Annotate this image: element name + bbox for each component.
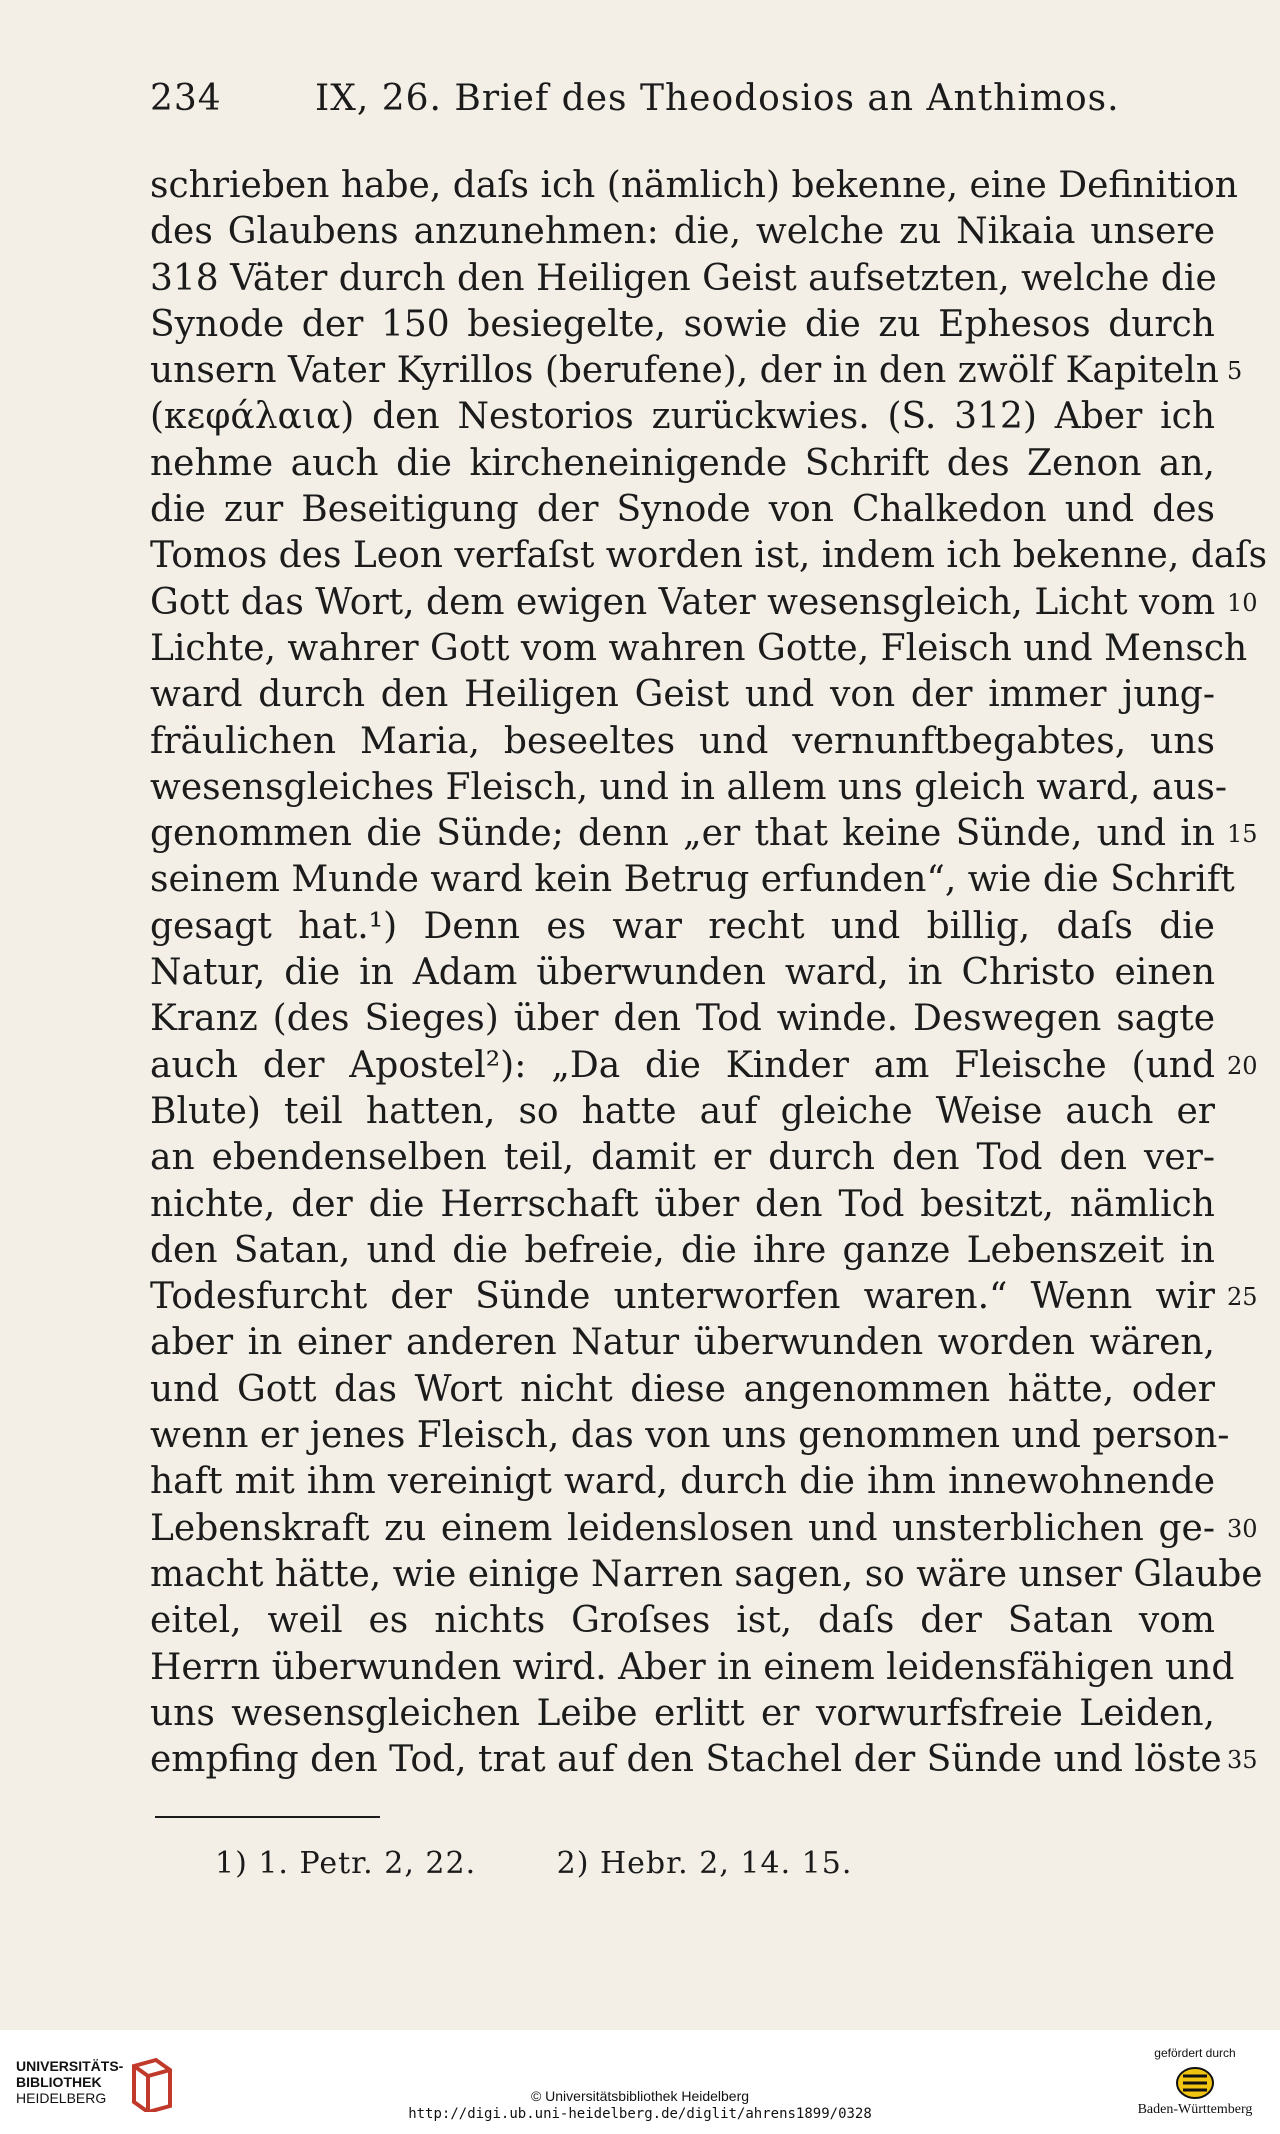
text-line-content: gesagt hat.¹) Denn es war recht und billig, daſs die bbox=[150, 905, 1215, 947]
text-line bbox=[150, 996, 1215, 1042]
text-line bbox=[150, 441, 1215, 487]
text-line bbox=[150, 1320, 1215, 1366]
text-line bbox=[150, 256, 1215, 302]
text-line bbox=[150, 857, 1235, 903]
text-line-content: empfing den Tod, trat auf den Stachel der Sünde und löste bbox=[150, 1739, 1222, 1781]
library-name: UNIVERSITÄTS- BIBLIOTHEK HEIDELBERG bbox=[16, 2058, 124, 2106]
text-line bbox=[150, 580, 1258, 626]
text-line-content: genommen die Sünde; denn „er that keine Sünde, und in bbox=[150, 813, 1215, 855]
footnote-2: 2) Hebr. 2, 14. 15. bbox=[556, 1846, 853, 1881]
text-line-content: Synode der 150 besiegelte, sowie die zu Ephesos durch bbox=[150, 303, 1215, 345]
text-line bbox=[150, 533, 1268, 579]
line-number: 20 bbox=[1227, 1051, 1258, 1080]
running-header bbox=[150, 78, 1120, 128]
state-crest-icon bbox=[1175, 2066, 1215, 2100]
text-line-content: schrieben habe, daſs ich (nämlich) bekenne, eine Definition bbox=[150, 165, 1238, 206]
text-line-content: fräulichen Maria, beseeltes und vernunftbegabtes, uns bbox=[150, 720, 1215, 762]
footnote-divider bbox=[155, 1816, 380, 1818]
page-number: 234 bbox=[150, 78, 222, 119]
line-number: 25 bbox=[1227, 1283, 1258, 1312]
running-title: IX, 26. Brief des Theodosios an Anthimos. bbox=[315, 78, 1120, 119]
text-line bbox=[150, 302, 1215, 348]
text-line-content: nichte, der die Herrschaft über den Tod besitzt, nämlich bbox=[150, 1183, 1215, 1225]
text-line-content: Blute) teil hatten, so hatte auf gleiche Weise auch er bbox=[150, 1090, 1215, 1132]
text-line-content: und Gott das Wort nicht diese angenommen hätte, oder bbox=[150, 1368, 1215, 1410]
text-line bbox=[150, 394, 1215, 440]
text-line-content: wesensgleiches Fleisch, und in allem uns gleich ward, aus- bbox=[150, 766, 1228, 808]
text-line bbox=[150, 163, 1238, 209]
sponsor-block bbox=[1120, 2046, 1270, 2118]
text-line bbox=[150, 1367, 1215, 1413]
line-number: 30 bbox=[1227, 1514, 1258, 1543]
text-line-content: wenn er jenes Fleisch, das von uns genommen und person- bbox=[150, 1415, 1230, 1457]
text-line-content: Gott das Wort, dem ewigen Vater wesensgleich, Licht vom bbox=[150, 581, 1216, 623]
sponsor-label: gefördert durch bbox=[1154, 2046, 1236, 2060]
main-text bbox=[150, 163, 1268, 1783]
text-line bbox=[150, 904, 1215, 950]
text-line bbox=[150, 719, 1215, 765]
text-line-content: eitel, weil es nichts Groſses ist, daſs der Satan vom bbox=[150, 1600, 1215, 1642]
text-line-content: unsern Vater Kyrillos (berufene), der in den zwölf Kapiteln bbox=[150, 350, 1219, 392]
text-line bbox=[150, 1043, 1258, 1089]
text-line-content: (κεφάλαια) den Nestorios zurückwies. (S. 312) Aber ich bbox=[150, 396, 1215, 438]
text-line bbox=[150, 1182, 1215, 1228]
text-line-content: an ebendenselben teil, damit er durch den Tod den ver- bbox=[150, 1137, 1215, 1179]
text-line-content: aber in einer anderen Natur überwunden worden wären, bbox=[150, 1322, 1215, 1364]
text-line-content: ward durch den Heiligen Geist und von der immer jung- bbox=[150, 674, 1215, 716]
text-line bbox=[150, 1737, 1258, 1783]
text-line-content: Tomos des Leon verfaſst worden ist, indem ich bekenne, daſs bbox=[150, 535, 1268, 577]
footnotes bbox=[215, 1846, 922, 1881]
text-line bbox=[150, 1552, 1263, 1598]
text-line bbox=[150, 1598, 1215, 1644]
text-line bbox=[150, 626, 1248, 672]
text-line bbox=[150, 209, 1215, 255]
text-line bbox=[150, 1459, 1215, 1505]
text-line-content: des Glaubens anzunehmen: die, welche zu Nikaia unsere bbox=[150, 211, 1215, 253]
copyright-notice: © Universitätsbibliothek Heidelberg bbox=[530, 2088, 750, 2104]
text-line-content: Lebenskraft zu einem leidenslosen und unsterblichen ge- bbox=[150, 1507, 1215, 1549]
line-number: 15 bbox=[1227, 820, 1258, 849]
text-line-content: Kranz (des Sieges) über den Tod winde. Deswegen sagte bbox=[150, 998, 1215, 1040]
text-line-content: seinem Munde ward kein Betrug erfunden“, wie die Schrift bbox=[150, 859, 1235, 901]
text-line-content: Natur, die in Adam überwunden ward, in Christo einen bbox=[150, 952, 1215, 994]
line-number: 10 bbox=[1227, 588, 1258, 617]
text-line bbox=[150, 811, 1258, 857]
text-line-content: haft mit ihm vereinigt ward, durch die ihm innewohnende bbox=[150, 1461, 1215, 1503]
line-number: 35 bbox=[1227, 1746, 1258, 1775]
text-line bbox=[150, 950, 1215, 996]
text-line-content: Lichte, wahrer Gott vom wahren Gotte, Fleisch und Mensch bbox=[150, 627, 1248, 669]
text-line-content: Herrn überwunden wird. Aber in einem leidensfähigen und bbox=[150, 1646, 1235, 1688]
text-line bbox=[150, 1089, 1215, 1135]
text-line bbox=[150, 765, 1228, 811]
text-line-content: macht hätte, wie einige Narren sagen, so wäre unser Glaube bbox=[150, 1553, 1263, 1595]
digitization-footer bbox=[0, 2030, 1280, 2134]
text-line-content: nehme auch die kircheneinigende Schrift des Zenon an, bbox=[150, 442, 1215, 484]
text-line bbox=[150, 348, 1243, 394]
text-line-content: uns wesensgleichen Leibe erlitt er vorwurfsfreie Leiden, bbox=[150, 1692, 1215, 1734]
text-line bbox=[150, 1274, 1258, 1320]
text-line bbox=[150, 1506, 1258, 1552]
text-line-content: auch der Apostel²): „Da die Kinder am Fleische (und bbox=[150, 1044, 1215, 1086]
text-line bbox=[150, 1691, 1215, 1737]
footnote-1: 1) 1. Petr. 2, 22. bbox=[215, 1846, 477, 1881]
permalink[interactable]: http://digi.ub.uni-heidelberg.de/diglit/ahrens1899/0328 bbox=[408, 2106, 872, 2122]
line-number: 5 bbox=[1227, 357, 1243, 386]
sponsor-name: Baden-Württemberg bbox=[1137, 2102, 1253, 2117]
text-line bbox=[150, 1645, 1235, 1691]
text-line-content: die zur Beseitigung der Synode von Chalkedon und des bbox=[150, 489, 1215, 531]
text-line bbox=[150, 1413, 1230, 1459]
text-line-content: den Satan, und die befreie, die ihre ganze Lebenszeit in bbox=[150, 1229, 1215, 1271]
text-line bbox=[150, 487, 1215, 533]
text-line bbox=[150, 1228, 1215, 1274]
text-line bbox=[150, 672, 1215, 718]
text-line bbox=[150, 1135, 1215, 1181]
text-line-content: Todesfurcht der Sünde unterworfen waren.“ Wenn wir bbox=[150, 1276, 1215, 1318]
text-line-content: 318 Väter durch den Heiligen Geist aufsetzten, welche die bbox=[150, 257, 1217, 299]
